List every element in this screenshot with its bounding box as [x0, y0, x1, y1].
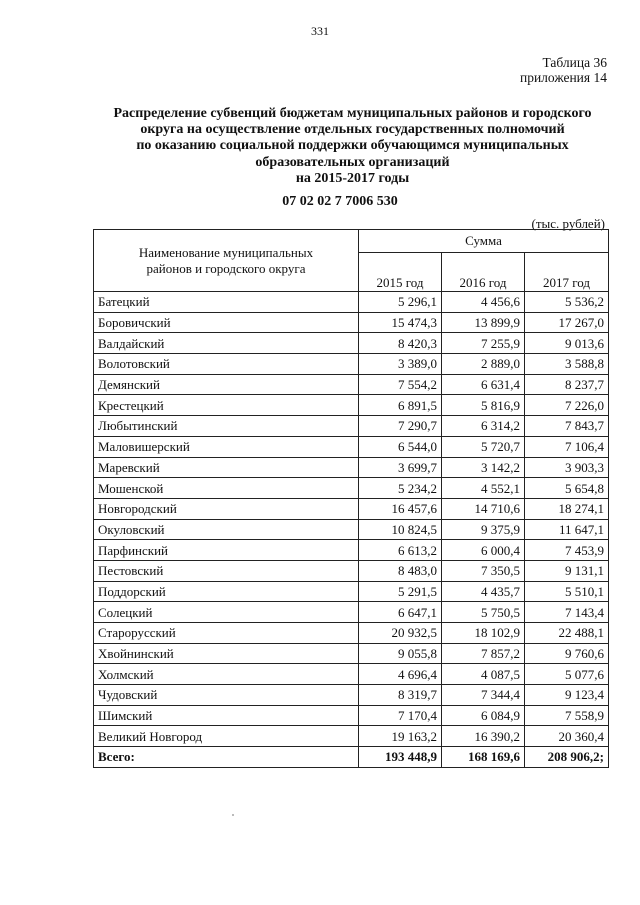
value-2016: 3 142,2 — [442, 457, 525, 478]
table-reference-line2: приложения 14 — [519, 70, 607, 85]
table-row — [94, 416, 609, 437]
table-row — [94, 685, 609, 706]
district-name: Мошенской — [94, 478, 359, 499]
value-2016: 9 375,9 — [442, 519, 525, 540]
table-row — [94, 664, 609, 685]
value-2015: 5 296,1 — [359, 292, 442, 313]
value-2016: 6 314,2 — [442, 416, 525, 437]
district-name: Валдайский — [94, 333, 359, 354]
district-name: Чудовский — [94, 685, 359, 706]
value-2015: 6 647,1 — [359, 602, 442, 623]
district-name: Поддорский — [94, 581, 359, 602]
value-2017: 9 123,4 — [525, 685, 609, 706]
table-row — [94, 498, 609, 519]
value-2015: 7 554,2 — [359, 374, 442, 395]
value-2016: 7 857,2 — [442, 643, 525, 664]
table-row — [94, 354, 609, 375]
district-name: Парфинский — [94, 540, 359, 561]
value-2016: 5 750,5 — [442, 602, 525, 623]
district-name: Старорусский — [94, 623, 359, 644]
value-2017: 9 760,6 — [525, 643, 609, 664]
district-name: Крестецкий — [94, 395, 359, 416]
value-2015: 7 290,7 — [359, 416, 442, 437]
value-2016: 4 552,1 — [442, 478, 525, 499]
table-row — [94, 560, 609, 581]
value-2015: 10 824,5 — [359, 519, 442, 540]
district-name: Волотовский — [94, 354, 359, 375]
header-name-line2: районов и городского округа — [146, 260, 306, 276]
value-2015: 5 234,2 — [359, 478, 442, 499]
value-2017: 11 647,1 — [525, 519, 609, 540]
value-2016: 6 000,4 — [442, 540, 525, 561]
value-2017: 7 106,4 — [525, 436, 609, 457]
value-2017: 3 588,8 — [525, 354, 609, 375]
district-name: Маревский — [94, 457, 359, 478]
document-title — [60, 106, 640, 187]
title-line4: образовательных организаций — [255, 154, 450, 170]
value-2016: 7 344,4 — [442, 685, 525, 706]
value-2016: 6 084,9 — [442, 705, 525, 726]
table-row — [94, 540, 609, 561]
value-2017: 7 558,9 — [525, 705, 609, 726]
value-2017: 9 131,1 — [525, 560, 609, 581]
table-row — [94, 374, 609, 395]
value-2016: 16 390,2 — [442, 726, 525, 747]
value-2017: 5 510,1 — [525, 581, 609, 602]
table-row — [94, 519, 609, 540]
title-line5: на 2015-2017 годы — [295, 170, 410, 186]
value-2016: 4 087,5 — [442, 664, 525, 685]
value-2016: 4 435,7 — [442, 581, 525, 602]
value-2017: 18 274,1 — [525, 498, 609, 519]
budget-code: 07 02 02 7 7006 530 — [282, 194, 398, 209]
title-line3: по оказанию социальной поддержки обучающимся муниципальных — [136, 138, 569, 154]
district-name: Маловишерский — [94, 436, 359, 457]
table-row — [94, 726, 609, 747]
value-2017: 3 903,3 — [525, 457, 609, 478]
table-row — [94, 581, 609, 602]
district-name: Холмский — [94, 664, 359, 685]
value-2017: 17 267,0 — [525, 312, 609, 333]
header-year-2016: 2016 год — [442, 253, 525, 292]
value-2016: 18 102,9 — [442, 623, 525, 644]
value-2015: 3 699,7 — [359, 457, 442, 478]
value-2015: 6 613,2 — [359, 540, 442, 561]
value-2016: 5 816,9 — [442, 395, 525, 416]
value-2017: 5 077,6 — [525, 664, 609, 685]
scan-speck — [232, 814, 234, 816]
table-reference — [520, 55, 607, 85]
value-2015: 8 319,7 — [359, 685, 442, 706]
header-year-2017: 2017 год — [525, 253, 609, 292]
header-sum: Сумма — [359, 230, 609, 253]
total-2017: 208 906,2; — [525, 747, 609, 768]
units-label: (тыс. рублей) — [531, 216, 605, 231]
value-2015: 16 457,6 — [359, 498, 442, 519]
total-2015: 193 448,9 — [359, 747, 442, 768]
value-2015: 19 163,2 — [359, 726, 442, 747]
value-2016: 13 899,9 — [442, 312, 525, 333]
value-2017: 7 453,9 — [525, 540, 609, 561]
district-name: Любытинский — [94, 416, 359, 437]
district-name: Окуловский — [94, 519, 359, 540]
district-name: Новгородский — [94, 498, 359, 519]
value-2015: 9 055,8 — [359, 643, 442, 664]
table-row — [94, 312, 609, 333]
district-name: Солецкий — [94, 602, 359, 623]
table-row — [94, 457, 609, 478]
district-name: Боровичский — [94, 312, 359, 333]
value-2017: 8 237,7 — [525, 374, 609, 395]
table-row — [94, 623, 609, 644]
value-2016: 14 710,6 — [442, 498, 525, 519]
table-row — [94, 333, 609, 354]
value-2017: 20 360,4 — [525, 726, 609, 747]
value-2015: 20 932,5 — [359, 623, 442, 644]
value-2015: 6 544,0 — [359, 436, 442, 457]
total-row — [94, 747, 609, 768]
title-line1: Распределение субвенций бюджетам муниципальных районов и городского — [113, 106, 592, 121]
table-reference-line1: Таблица 36 — [542, 55, 607, 70]
value-2016: 2 889,0 — [442, 354, 525, 375]
value-2016: 4 456,6 — [442, 292, 525, 313]
table-row — [94, 292, 609, 313]
value-2017: 9 013,6 — [525, 333, 609, 354]
value-2015: 5 291,5 — [359, 581, 442, 602]
value-2015: 7 170,4 — [359, 705, 442, 726]
value-2015: 6 891,5 — [359, 395, 442, 416]
value-2015: 3 389,0 — [359, 354, 442, 375]
table-row — [94, 436, 609, 457]
district-name: Батецкий — [94, 292, 359, 313]
value-2015: 4 696,4 — [359, 664, 442, 685]
header-year-2015: 2015 год — [359, 253, 442, 292]
page-number: 331 — [311, 24, 329, 38]
value-2017: 22 488,1 — [525, 623, 609, 644]
value-2016: 6 631,4 — [442, 374, 525, 395]
district-name: Великий Новгород — [94, 726, 359, 747]
header-name-line1: Наименование муниципальных — [138, 244, 314, 260]
value-2017: 7 843,7 — [525, 416, 609, 437]
value-2017: 5 536,2 — [525, 292, 609, 313]
table-row — [94, 705, 609, 726]
district-name: Шимский — [94, 705, 359, 726]
district-name: Хвойнинский — [94, 643, 359, 664]
value-2016: 5 720,7 — [442, 436, 525, 457]
table-row — [94, 395, 609, 416]
table-row — [94, 643, 609, 664]
header-name — [94, 230, 359, 292]
value-2017: 7 143,4 — [525, 602, 609, 623]
district-name: Пестовский — [94, 560, 359, 581]
table-row — [94, 478, 609, 499]
value-2016: 7 255,9 — [442, 333, 525, 354]
total-label: Всего: — [94, 747, 359, 768]
value-2017: 7 226,0 — [525, 395, 609, 416]
value-2017: 5 654,8 — [525, 478, 609, 499]
district-name: Демянский — [94, 374, 359, 395]
total-2016: 168 169,6 — [442, 747, 525, 768]
table-row — [94, 602, 609, 623]
value-2015: 15 474,3 — [359, 312, 442, 333]
subsidy-table — [93, 229, 609, 768]
value-2015: 8 420,3 — [359, 333, 442, 354]
value-2016: 7 350,5 — [442, 560, 525, 581]
title-line2: округа на осуществление отдельных государственных полномочий — [140, 122, 565, 138]
value-2015: 8 483,0 — [359, 560, 442, 581]
